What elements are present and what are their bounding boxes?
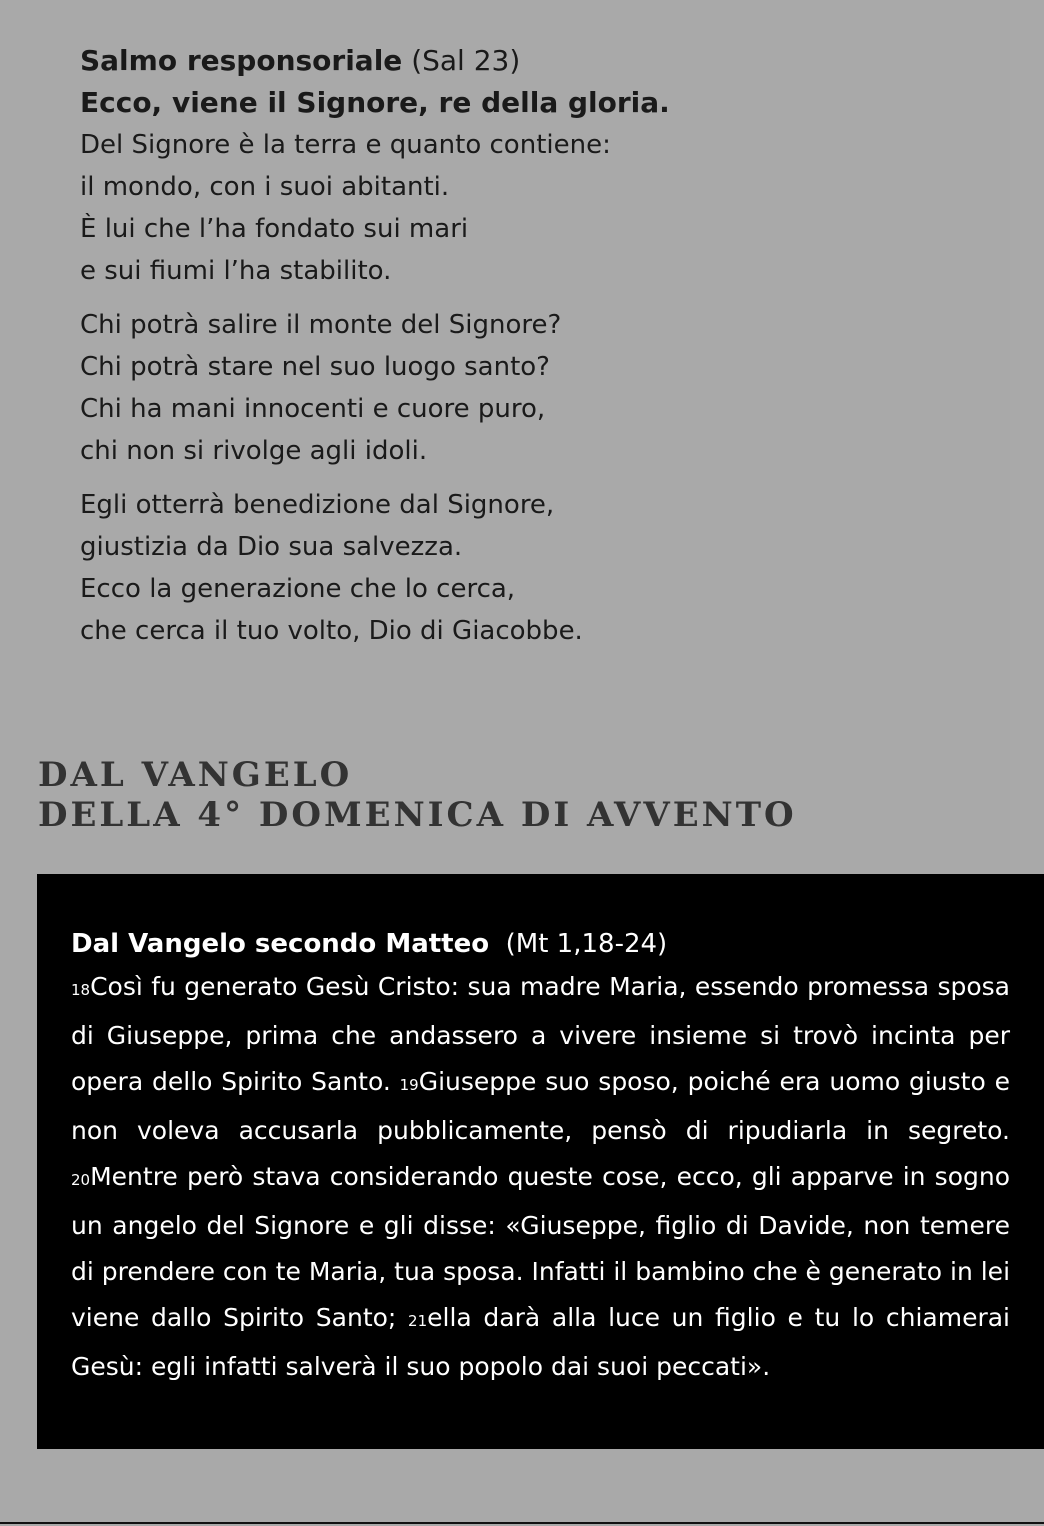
psalm-line: il mondo, con i suoi abitanti. xyxy=(80,172,450,202)
psalm-line: Chi potrà salire il monte del Signore? xyxy=(80,310,562,340)
verse-number: 21 xyxy=(408,1312,428,1330)
gospel-reference: (Mt 1,18-24) xyxy=(505,929,668,959)
verse-text: Mentre però stava considerando queste cose, ecco, gli apparve in sogno un angelo del Signore e gli disse: «Giuseppe, figlio di Davide, non temere di prendere con te Maria, tua sposa. Infatti il bambino che è generato in lei viene dallo Spirito Santo; xyxy=(71,1162,1011,1332)
psalm-stanza xyxy=(80,124,980,292)
psalm-line: Chi potrà stare nel suo luogo santo? xyxy=(80,352,550,382)
psalm-refrain: Ecco, viene il Signore, re della gloria. xyxy=(80,86,670,119)
gospel-section-title xyxy=(38,755,797,835)
gospel-section-title-line: DELLA 4° DOMENICA DI AVVENTO xyxy=(38,795,797,835)
psalm-line: Egli otterrà benedizione dal Signore, xyxy=(80,490,555,520)
verse-text: Giuseppe suo sposo, poiché era uomo giusto e non voleva accusarla pubblicamente, pensò di ripudiarla in segreto. xyxy=(71,1067,1011,1145)
verse-text: ella darà alla luce un figlio e tu lo chiamerai Gesù: egli infatti salverà il suo popolo dai suoi peccati». xyxy=(71,1303,1010,1381)
psalm-line: chi non si rivolge agli idoli. xyxy=(80,436,428,466)
psalm-line: Ecco la generazione che lo cerca, xyxy=(80,574,516,604)
psalm-stanza xyxy=(80,484,980,652)
gospel-text xyxy=(71,964,1010,1390)
psalm-line: e sui fiumi l’ha stabilito. xyxy=(80,256,392,286)
gospel-source: Dal Vangelo secondo Matteo xyxy=(71,929,490,959)
psalm-line: Chi ha mani innocenti e cuore puro, xyxy=(80,394,546,424)
psalm-title: Salmo responsoriale xyxy=(80,44,403,77)
psalm-stanza xyxy=(80,304,980,472)
psalm-heading xyxy=(80,40,980,82)
gospel-heading xyxy=(71,926,1010,962)
psalm-section xyxy=(80,40,980,664)
psalm-reference: (Sal 23) xyxy=(411,44,521,77)
bottom-divider xyxy=(0,1522,1044,1524)
verse-number: 18 xyxy=(71,981,91,999)
verse-number: 20 xyxy=(71,1171,91,1189)
verse-text: Così fu generato Gesù Cristo: sua madre Maria, essendo promessa sposa di Giuseppe, prima che andassero a vivere insieme si trovò incinta per opera dello Spirito Santo. xyxy=(71,972,1010,1096)
psalm-line: che cerca il tuo volto, Dio di Giacobbe. xyxy=(80,616,583,646)
psalm-line: giustizia da Dio sua salvezza. xyxy=(80,532,463,562)
gospel-reading-box xyxy=(37,874,1044,1449)
verse-number: 19 xyxy=(399,1076,419,1094)
psalm-line: Del Signore è la terra e quanto contiene: xyxy=(80,130,611,160)
gospel-section-title-line: DAL VANGELO xyxy=(38,755,353,795)
psalm-line: È lui che l’ha fondato sui mari xyxy=(80,214,469,244)
